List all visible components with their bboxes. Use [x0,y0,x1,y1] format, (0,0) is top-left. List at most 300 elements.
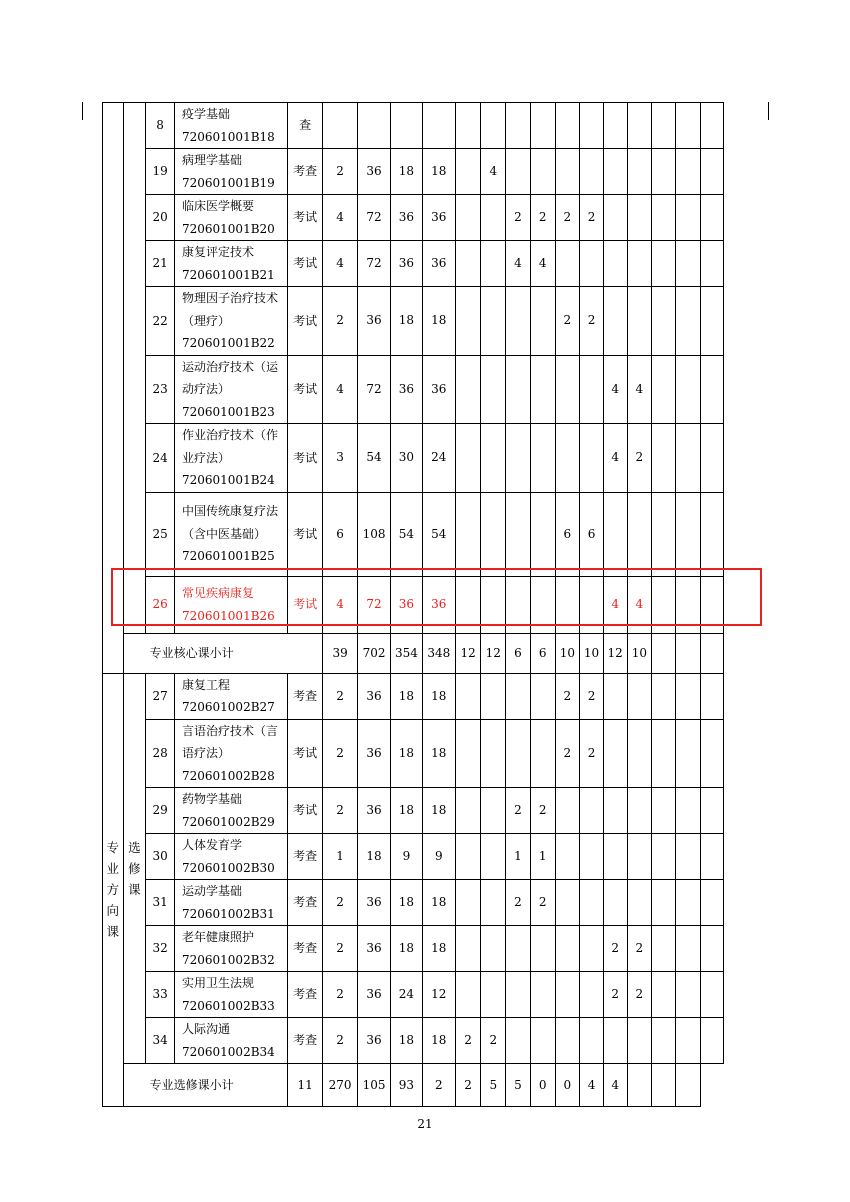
subtotal-cell: 93 [390,1064,422,1107]
assessment-cell: 考查 [288,880,323,926]
seq-cell: 29 [146,788,175,834]
data-cell: 18 [390,719,422,788]
subtotal-cell: 270 [323,1064,358,1107]
data-cell: 36 [422,355,455,424]
seq-cell: 8 [146,103,175,149]
seq-cell: 30 [146,834,175,880]
data-cell: 4 [323,576,358,633]
seq-cell: 22 [146,287,175,356]
data-cell: 9 [422,834,455,880]
data-cell: 24 [390,972,422,1018]
data-cell [652,149,676,195]
subtotal-cell [700,633,724,673]
data-cell: 1 [506,834,531,880]
subtotal-cell [675,633,700,673]
data-cell: 2 [627,926,652,972]
data-cell: 2 [481,1018,506,1064]
seq-cell: 27 [146,673,175,719]
data-cell [603,195,627,241]
assessment-cell: 考试 [288,355,323,424]
data-cell: 36 [358,880,391,926]
course-name: 老年健康照护 [181,930,254,944]
course-name: 病理学基础 [181,153,242,167]
data-cell [555,241,580,287]
assessment-cell: 考试 [288,287,323,356]
data-cell: 9 [390,834,422,880]
data-cell: 1 [323,834,358,880]
page-left-rule [82,102,83,120]
data-cell: 36 [358,788,391,834]
assessment-cell: 考查 [288,926,323,972]
subtotal-cell: 348 [422,633,455,673]
data-cell: 12 [422,972,455,1018]
data-cell [700,788,724,834]
data-cell [627,673,652,719]
data-cell: 2 [627,424,652,493]
data-cell: 2 [627,972,652,1018]
data-cell [627,287,652,356]
course-code: 720601002B31 [181,906,275,921]
data-cell: 4 [323,241,358,287]
data-cell [652,719,676,788]
course-name: 实用卫生法规 [181,976,254,990]
data-cell: 2 [323,149,358,195]
subtotal-cell: 4 [603,1064,627,1107]
subtotal-cell: 12 [481,633,506,673]
seq-cell: 34 [146,1018,175,1064]
data-cell: 2 [580,719,604,788]
data-cell: 18 [390,880,422,926]
data-cell: 4 [323,355,358,424]
data-cell [555,1018,580,1064]
subtotal-cell: 4 [580,1064,604,1107]
data-cell [675,719,700,788]
data-cell [481,241,506,287]
data-cell: 36 [358,972,391,1018]
table-row [103,149,749,195]
assessment-cell: 考试 [288,195,323,241]
data-cell [580,788,604,834]
table-row [103,834,749,880]
subtotal-cell: 10 [580,633,604,673]
data-cell [506,719,531,788]
data-cell: 6 [555,492,580,576]
data-cell: 36 [390,195,422,241]
data-cell [627,492,652,576]
subtotal-cell: 11 [288,1064,323,1107]
data-cell [652,926,676,972]
table-row [103,926,749,972]
data-cell [455,241,481,287]
data-cell: 36 [422,576,455,633]
data-cell [555,103,580,149]
data-cell [580,103,604,149]
course-name-cell [174,355,287,424]
data-cell [627,241,652,287]
data-cell [652,492,676,576]
seq-cell: 33 [146,972,175,1018]
seq-cell: 31 [146,880,175,926]
data-cell [627,195,652,241]
data-cell: 36 [358,149,391,195]
subtotal-cell: 354 [390,633,422,673]
data-cell: 4 [506,241,531,287]
data-cell: 1 [530,834,555,880]
course-code: 720601002B29 [181,814,275,829]
data-cell: 2 [555,673,580,719]
page-number: 21 [417,1117,433,1131]
data-cell [700,492,724,576]
data-cell [652,195,676,241]
data-cell [455,287,481,356]
data-cell [675,241,700,287]
course-name: 中国传统康复疗法（含中医基础） [181,504,278,541]
data-cell: 2 [506,788,531,834]
data-cell [530,355,555,424]
data-cell: 2 [323,926,358,972]
data-cell [530,492,555,576]
data-cell [455,355,481,424]
data-cell [358,103,391,149]
data-cell [455,195,481,241]
course-code: 720601001B26 [181,608,275,623]
table-row [103,880,749,926]
course-name-cell [174,719,287,788]
course-name-cell [174,492,287,576]
data-cell [506,972,531,1018]
seq-cell: 21 [146,241,175,287]
data-cell: 30 [390,424,422,493]
course-name-cell [174,195,287,241]
data-cell [675,673,700,719]
assessment-cell: 考试 [288,576,323,633]
data-cell: 18 [422,788,455,834]
assessment-cell: 考查 [288,834,323,880]
data-cell [603,241,627,287]
subtotal-cell [652,633,676,673]
subtotal-cell: 5 [506,1064,531,1107]
data-cell: 36 [358,1018,391,1064]
data-cell [580,880,604,926]
assessment-cell: 考查 [288,972,323,1018]
data-cell: 2 [580,673,604,719]
data-cell: 36 [358,673,391,719]
data-cell: 4 [627,576,652,633]
data-cell [506,424,531,493]
data-cell: 36 [358,287,391,356]
data-cell [675,880,700,926]
data-cell [675,492,700,576]
course-name-cell [174,880,287,926]
data-cell [603,149,627,195]
subcategory-cell: 选 修 课 [123,673,146,1064]
subtotal-cell: 6 [506,633,531,673]
data-cell [530,673,555,719]
data-cell [675,287,700,356]
data-cell [627,880,652,926]
data-cell [555,834,580,880]
data-cell [530,424,555,493]
data-cell: 36 [422,195,455,241]
data-cell [652,287,676,356]
data-cell: 2 [323,1018,358,1064]
data-cell [580,355,604,424]
course-code: 720601001B25 [181,549,275,564]
seq-cell: 20 [146,195,175,241]
data-cell [455,719,481,788]
data-cell [675,149,700,195]
data-cell [455,103,481,149]
data-cell [481,880,506,926]
data-cell [481,492,506,576]
data-cell [506,926,531,972]
subtotal-cell: 39 [323,633,358,673]
course-code: 720601002B28 [181,768,275,783]
course-name: 运动学基础 [181,884,242,898]
data-cell: 36 [390,355,422,424]
course-code: 720601002B34 [181,1044,275,1059]
data-cell [627,149,652,195]
seq-cell: 28 [146,719,175,788]
course-name-cell [174,972,287,1018]
data-cell: 2 [323,287,358,356]
subtotal-cell: 0 [555,1064,580,1107]
table-row [103,719,749,788]
data-cell [603,719,627,788]
data-cell [603,1018,627,1064]
data-cell [530,1018,555,1064]
data-cell: 18 [422,880,455,926]
data-cell [675,103,700,149]
assessment-cell: 考试 [288,788,323,834]
data-cell [675,1018,700,1064]
data-cell [627,103,652,149]
subtotal-cell: 12 [455,633,481,673]
data-cell: 4 [323,195,358,241]
data-cell: 18 [390,149,422,195]
course-name: 常见疾病康复 [181,586,254,600]
data-cell: 4 [603,576,627,633]
data-cell [700,355,724,424]
assessment-cell: 考试 [288,719,323,788]
data-cell: 2 [530,195,555,241]
subtotal-cell: 105 [358,1064,391,1107]
course-code: 720601001B23 [181,404,275,419]
course-code: 720601001B24 [181,473,275,487]
data-cell [700,719,724,788]
data-cell: 2 [580,287,604,356]
data-cell: 2 [506,195,531,241]
subtotal-cell [652,1064,676,1107]
data-cell [603,673,627,719]
data-cell: 18 [390,926,422,972]
data-cell: 54 [358,424,391,493]
data-cell: 18 [422,1018,455,1064]
course-name-cell [174,834,287,880]
data-cell [530,103,555,149]
data-cell: 18 [422,673,455,719]
data-cell [422,103,455,149]
course-name-cell [174,241,287,287]
data-cell [481,926,506,972]
data-cell: 72 [358,576,391,633]
course-name-cell [174,149,287,195]
data-cell [455,788,481,834]
data-cell [555,972,580,1018]
data-cell: 2 [603,926,627,972]
data-cell [603,287,627,356]
course-name-cell [174,287,287,356]
subtotal-cell: 10 [627,633,652,673]
data-cell: 3 [323,424,358,493]
course-name-cell [174,424,287,493]
page-right-rule [768,102,769,120]
data-cell: 4 [530,241,555,287]
assessment-cell: 考查 [288,149,323,195]
data-cell [455,834,481,880]
data-cell [700,926,724,972]
data-cell [481,424,506,493]
data-cell: 18 [390,1018,422,1064]
data-cell: 2 [323,673,358,719]
data-cell: 6 [323,492,358,576]
data-cell [652,424,676,493]
data-cell: 18 [422,926,455,972]
core-subgroup-cell [123,103,146,634]
data-cell: 24 [422,424,455,493]
data-cell [603,880,627,926]
data-cell [530,719,555,788]
data-cell [530,926,555,972]
data-cell [390,103,422,149]
seq-cell: 32 [146,926,175,972]
data-cell: 36 [390,576,422,633]
data-cell [455,424,481,493]
data-cell [580,424,604,493]
data-cell: 2 [530,788,555,834]
data-cell [627,834,652,880]
data-cell [481,673,506,719]
course-name: 人体发育学 [181,838,242,852]
data-cell [603,834,627,880]
course-name: 言语治疗技术（言语疗法） [181,723,278,760]
course-name: 运动治疗技术（运动疗法） [181,359,278,396]
subtotal-cell: 6 [530,633,555,673]
data-cell [555,149,580,195]
data-cell [580,1018,604,1064]
data-cell [675,834,700,880]
data-cell [603,492,627,576]
subtotal-row [103,633,749,673]
data-cell: 36 [358,926,391,972]
data-cell [652,834,676,880]
subtotal-cell: 5 [481,1064,506,1107]
data-cell [530,287,555,356]
data-cell [652,972,676,1018]
course-name-cell [174,103,287,149]
data-cell [580,149,604,195]
table-row [103,972,749,1018]
data-cell [481,355,506,424]
data-cell: 54 [390,492,422,576]
course-code: 720601001B20 [181,221,275,236]
course-name-cell [174,926,287,972]
table-row [103,492,749,576]
data-cell: 18 [390,788,422,834]
data-cell [700,1018,724,1064]
data-cell [555,788,580,834]
data-cell: 36 [390,241,422,287]
course-code: 720601002B32 [181,952,275,967]
data-cell [555,424,580,493]
data-cell [700,195,724,241]
course-code: 720601002B30 [181,860,275,875]
data-cell [481,719,506,788]
seq-cell: 25 [146,492,175,576]
data-cell [481,195,506,241]
data-cell [481,788,506,834]
data-cell [675,424,700,493]
course-name: 临床医学概要 [181,199,254,213]
data-cell: 18 [358,834,391,880]
table-row [103,355,749,424]
data-cell: 2 [530,880,555,926]
data-cell [627,719,652,788]
course-code: 720601002B33 [181,998,275,1013]
table-row [103,195,749,241]
data-cell [603,788,627,834]
seq-cell: 26 [146,576,175,633]
course-name-cell [174,788,287,834]
course-name: 作业治疗技术（作业疗法） [181,428,278,465]
data-cell: 2 [603,972,627,1018]
data-cell [481,834,506,880]
data-cell [700,241,724,287]
course-name: 人际沟通 [181,1022,230,1036]
data-cell [580,972,604,1018]
assessment-cell: 考查 [288,1018,323,1064]
data-cell: 36 [358,719,391,788]
table-row [103,241,749,287]
data-cell: 18 [422,149,455,195]
data-cell: 2 [455,1018,481,1064]
data-cell [506,103,531,149]
data-cell [700,287,724,356]
data-cell [652,1018,676,1064]
data-cell [700,880,724,926]
table-row [103,424,749,493]
subtotal-row [103,1064,749,1107]
assessment-cell: 查 [288,103,323,149]
course-code: 720601001B21 [181,267,275,282]
data-cell [700,103,724,149]
data-cell [506,492,531,576]
data-cell: 108 [358,492,391,576]
data-cell: 18 [422,719,455,788]
data-cell: 2 [323,972,358,1018]
seq-cell: 23 [146,355,175,424]
data-cell: 4 [603,355,627,424]
course-name: 康复评定技术 [181,245,254,259]
data-cell [675,195,700,241]
data-cell: 4 [603,424,627,493]
data-cell [323,103,358,149]
seq-cell: 24 [146,424,175,493]
data-cell [506,673,531,719]
subtotal-cell: 702 [358,633,391,673]
data-cell: 36 [422,241,455,287]
data-cell [481,103,506,149]
